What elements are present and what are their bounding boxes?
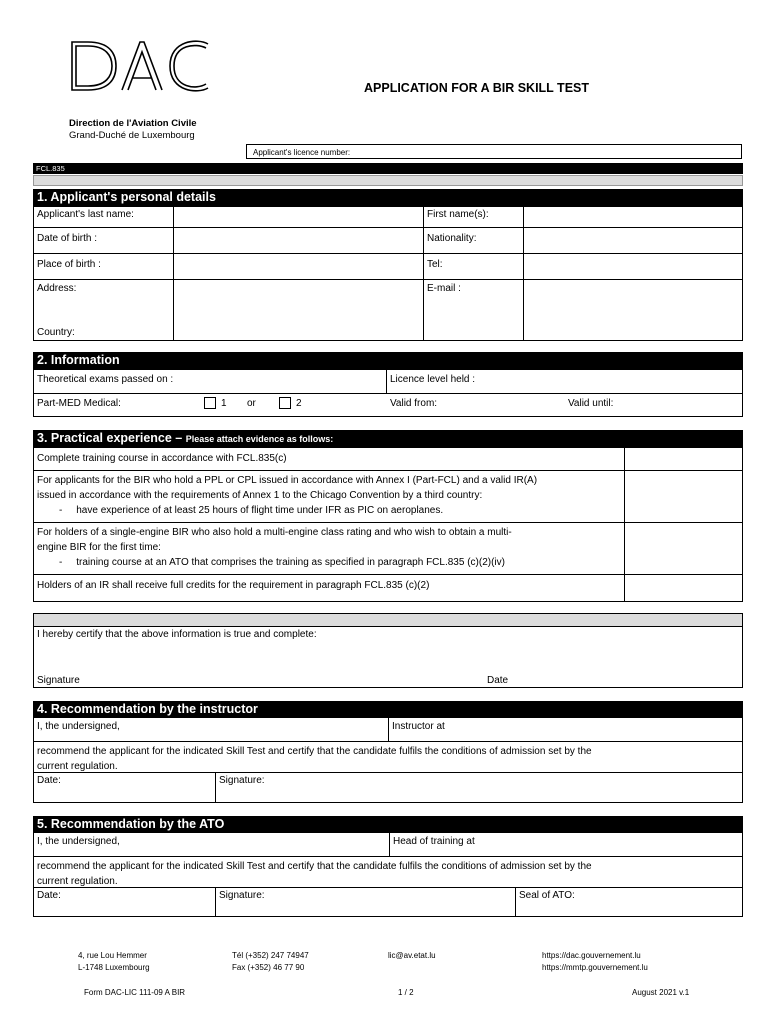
s4-undersigned-label: I, the undersigned, xyxy=(37,721,120,732)
tel-label: Tel: xyxy=(423,253,524,280)
dac-logo-mark xyxy=(66,34,216,116)
theory-exams-field[interactable] xyxy=(33,369,387,394)
form-title: APPLICATION FOR A BIR SKILL TEST xyxy=(364,81,589,95)
s5-recommend-text: recommend the applicant for the indicated Skill Test and certify that the candidate fulfils the conditions of admission set by the current regulation. xyxy=(33,856,743,888)
class1-checkbox[interactable] xyxy=(204,397,216,409)
footer-page-number: 1 / 2 xyxy=(398,988,414,997)
licence-level-field[interactable] xyxy=(386,369,743,394)
class2-label: 2 xyxy=(296,398,302,409)
section3-subtitle: Please attach evidence as follows: xyxy=(185,434,334,444)
dob-label: Date of birth : xyxy=(33,227,174,254)
s5-seal-label: Seal of ATO: xyxy=(519,890,575,901)
pob-field[interactable] xyxy=(173,253,424,280)
nationality-label: Nationality: xyxy=(423,227,524,254)
licence-level-label: Licence level held : xyxy=(390,374,476,385)
s5-head-of-training-field[interactable] xyxy=(389,832,743,857)
email-label: E-mail : xyxy=(423,279,524,341)
footer-tel: Tél (+352) 247 74947 xyxy=(232,951,309,960)
s4-date-label: Date: xyxy=(37,775,61,786)
section3-title: 3. Practical experience – Please attach evidence as follows: xyxy=(33,430,743,447)
logo-subtitle-2: Grand-Duché de Luxembourg xyxy=(69,130,195,141)
dob-field[interactable] xyxy=(173,227,424,254)
valid-from-label: Valid from: xyxy=(390,398,438,409)
last-name-label: Applicant's last name: xyxy=(33,206,174,228)
gray-divider xyxy=(33,175,743,186)
medical-row xyxy=(33,393,743,417)
s5-undersigned-label: I, the undersigned, xyxy=(37,836,120,847)
s4-recommend-text: recommend the applicant for the indicated Skill Test and certify that the candidate fulfils the conditions of admission set by the current regulation. xyxy=(33,741,743,773)
experience-row-1: Complete training course in accordance with FCL.835(c) xyxy=(33,447,625,471)
theory-exams-label: Theoretical exams passed on : xyxy=(37,374,174,385)
address-field[interactable] xyxy=(173,279,424,341)
s5-head-of-training-label: Head of training at xyxy=(393,836,475,847)
first-names-field[interactable] xyxy=(523,206,743,228)
section4-title: 4. Recommendation by the instructor xyxy=(33,701,743,718)
certify-text: I hereby certify that the above information is true and complete: xyxy=(37,629,317,640)
section1-title: 1. Applicant's personal details xyxy=(33,189,743,206)
first-names-label: First name(s): xyxy=(423,206,524,228)
footer-fax: Fax (+352) 46 77 90 xyxy=(232,963,305,972)
s5-date-label: Date: xyxy=(37,890,61,901)
valid-until-label: Valid until: xyxy=(568,398,614,409)
certify-date-label: Date xyxy=(487,675,509,686)
s5-signature-label: Signature: xyxy=(219,890,265,901)
s5-undersigned-field[interactable] xyxy=(33,832,390,857)
country-label: Country: xyxy=(37,327,75,338)
experience-check-1[interactable] xyxy=(624,447,743,471)
s4-signature-field[interactable] xyxy=(215,772,743,803)
footer-address-1: 4, rue Lou Hemmer xyxy=(78,951,147,960)
nationality-field[interactable] xyxy=(523,227,743,254)
address-label: Address: xyxy=(33,279,174,341)
footer-url-2: https://mmtp.gouvernement.lu xyxy=(542,963,648,972)
certify-box[interactable] xyxy=(33,626,743,688)
pob-label: Place of birth : xyxy=(33,253,174,280)
last-name-field[interactable] xyxy=(173,206,424,228)
s4-date-field[interactable] xyxy=(33,772,216,803)
s4-instructor-at-label: Instructor at xyxy=(392,721,445,732)
tel-field[interactable] xyxy=(523,253,743,280)
footer-version: August 2021 v.1 xyxy=(632,988,690,997)
certify-header-bar xyxy=(33,613,743,627)
or-label: or xyxy=(247,398,256,409)
section2-title: 2. Information xyxy=(33,352,743,369)
experience-check-3[interactable] xyxy=(624,522,743,575)
experience-check-2[interactable] xyxy=(624,470,743,523)
experience-check-4[interactable] xyxy=(624,574,743,602)
experience-row-2: For applicants for the BIR who hold a PPL or CPL issued in accordance with Annex I (Part-FCL) and a valid IR(A) issued in accordance with the requirements of Annex 1 to the Chicago Convention by a third country: - have experience of at least 25 hours of flight time under IFR as PIC on aeroplanes. xyxy=(33,470,625,523)
s4-instructor-at-field[interactable] xyxy=(388,717,743,742)
class2-checkbox[interactable] xyxy=(279,397,291,409)
experience-row-4: Holders of an IR shall receive full credits for the requirement in paragraph FCL.835 (c)(2) xyxy=(33,574,625,602)
logo-subtitle-1: Direction de l'Aviation Civile xyxy=(69,118,197,129)
certify-signature-label: Signature xyxy=(37,675,80,686)
s5-seal-field[interactable] xyxy=(515,887,743,917)
footer-email: lic@av.etat.lu xyxy=(388,951,436,960)
s4-undersigned-field[interactable] xyxy=(33,717,389,742)
licence-number-field[interactable] xyxy=(246,144,742,159)
class1-label: 1 xyxy=(221,398,227,409)
footer-address-2: L-1748 Luxembourg xyxy=(78,963,150,972)
fcl-reference: FCL.835 xyxy=(33,163,743,174)
footer-form-id: Form DAC-LIC 111-09 A BIR xyxy=(84,988,186,997)
footer-url-1: https://dac.gouvernement.lu xyxy=(542,951,641,960)
licence-number-label: Applicant's licence number: xyxy=(253,148,351,157)
medical-label: Part-MED Medical: xyxy=(37,398,121,409)
s5-date-field[interactable] xyxy=(33,887,216,917)
section5-title: 5. Recommendation by the ATO xyxy=(33,816,743,833)
s4-signature-label: Signature: xyxy=(219,775,265,786)
experience-row-3: For holders of a single-engine BIR who also hold a multi-engine class rating and who wish to obtain a multi- engine BIR for the first time: - training course at an ATO that comprises the training as specified in paragraph FCL.835 (c)(2)(iv) xyxy=(33,522,625,575)
s5-signature-field[interactable] xyxy=(215,887,516,917)
email-field[interactable] xyxy=(523,279,743,341)
dac-logo xyxy=(66,34,216,144)
